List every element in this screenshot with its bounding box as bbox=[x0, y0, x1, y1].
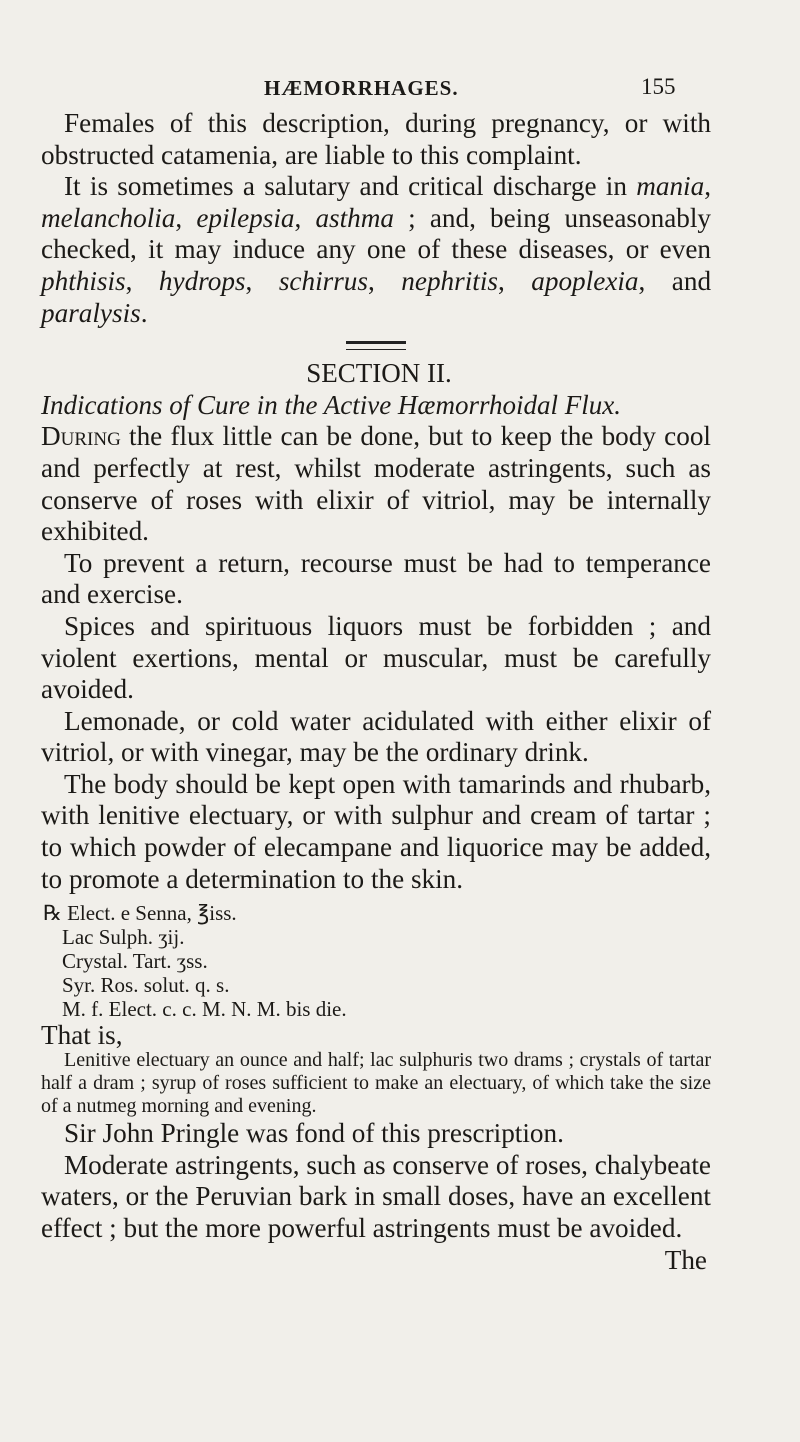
text-run: It is sometimes a salutary and critical discharge in bbox=[64, 171, 637, 202]
paragraph-spices: Spices and spirituous liquors must be forbidden ; and violent exertions, mental or muscular, must be carefully avoided. bbox=[41, 610, 711, 705]
page-body bbox=[41, 108, 711, 1276]
term-epilepsia: epilepsia bbox=[196, 202, 295, 233]
term-mania: mania bbox=[636, 171, 705, 202]
section-subtitle: Indications of Cure in the Active Hæmorrhoidal Flux. bbox=[41, 389, 621, 420]
paragraph-body-open: The body should be kept open with tamarinds and rhubarb, with lenitive electuary, or with sulphur and cream of tartar ; to which powder of elecampane and liquorice may be added, to promote a determination to the skin. bbox=[41, 768, 711, 894]
term-phthisis: phthisis bbox=[41, 265, 126, 296]
page-number: 155 bbox=[641, 74, 676, 99]
text-run: , bbox=[294, 202, 316, 233]
catchword: The bbox=[664, 1244, 707, 1275]
prescription-line: M. f. Elect. c. c. M. N. M. bis die. bbox=[62, 997, 347, 1022]
running-title: HÆMORRHAGES. bbox=[264, 76, 459, 100]
that-is-label: That is, bbox=[41, 1020, 123, 1051]
text-run: , bbox=[497, 265, 532, 296]
running-head bbox=[0, 76, 800, 106]
section-divider bbox=[346, 341, 406, 350]
prescription-line: Crystal. Tart. ʒss. bbox=[62, 949, 208, 974]
paragraph-females: Females of this description, during pregnancy, or with obstructed catamenia, are liable to this complaint. bbox=[41, 108, 711, 170]
text-run: , bbox=[367, 265, 402, 296]
prescription-line: Lac Sulph. ʒij. bbox=[62, 925, 185, 950]
prescription-line: Syr. Ros. solut. q. s. bbox=[62, 973, 230, 998]
paragraph-during-flux bbox=[41, 421, 711, 547]
text-run: , and bbox=[638, 265, 712, 296]
prescription bbox=[41, 901, 711, 1021]
paragraph-lemonade: Lemonade, or cold water acidulated with either elixir of vitriol, or with vinegar, may be the ordinary drink. bbox=[41, 705, 711, 768]
paragraph-moderate-astringents: Moderate astringents, such as conserve of roses, chalybeate waters, or the Peruvian bark in small doses, have an excellent effect ; but the more powerful astringents must be avoided. bbox=[41, 1149, 711, 1244]
text-run: , bbox=[175, 202, 197, 233]
text-run: , bbox=[125, 265, 159, 296]
prescription-line: ℞ Elect. e Senna, ℥iss. bbox=[43, 901, 237, 926]
section-heading: SECTION II. bbox=[306, 358, 452, 389]
paragraph-salutary-discharge bbox=[41, 171, 711, 329]
paragraph-prevent-return: To prevent a return, recourse must be had to temperance and exercise. bbox=[41, 547, 711, 610]
lead-word: During bbox=[41, 421, 121, 452]
text-run: ; and, being unseasonably checked, it may induce any one of these diseases, or even bbox=[41, 202, 712, 265]
term-melancholia: melancholia bbox=[41, 202, 176, 233]
term-nephritis: nephritis bbox=[401, 265, 498, 296]
term-asthma: asthma bbox=[315, 202, 395, 233]
paragraph-pringle: Sir John Pringle was fond of this prescription. bbox=[64, 1118, 564, 1149]
term-paralysis: paralysis bbox=[41, 297, 141, 328]
text-run: , bbox=[245, 265, 279, 296]
term-apoplexia: apoplexia bbox=[531, 265, 639, 296]
text-run: . bbox=[140, 297, 148, 328]
text-run: the flux little can be done, but to keep the body cool and perfectly at rest, whilst moderate astringents, such as conserve of roses with elixir of vitriol, may be internally exhibited. bbox=[41, 421, 711, 547]
text-run: , bbox=[704, 171, 711, 202]
prescription-translation: Lenitive electuary an ounce and half; lac sulphuris two drams ; crystals of tartar half a dram ; syrup of roses sufficient to make an electuary, of which take the size of a nutmeg morning and evening. bbox=[41, 1049, 711, 1118]
term-schirrus: schirrus bbox=[278, 265, 368, 296]
term-hydrops: hydrops bbox=[158, 265, 246, 296]
